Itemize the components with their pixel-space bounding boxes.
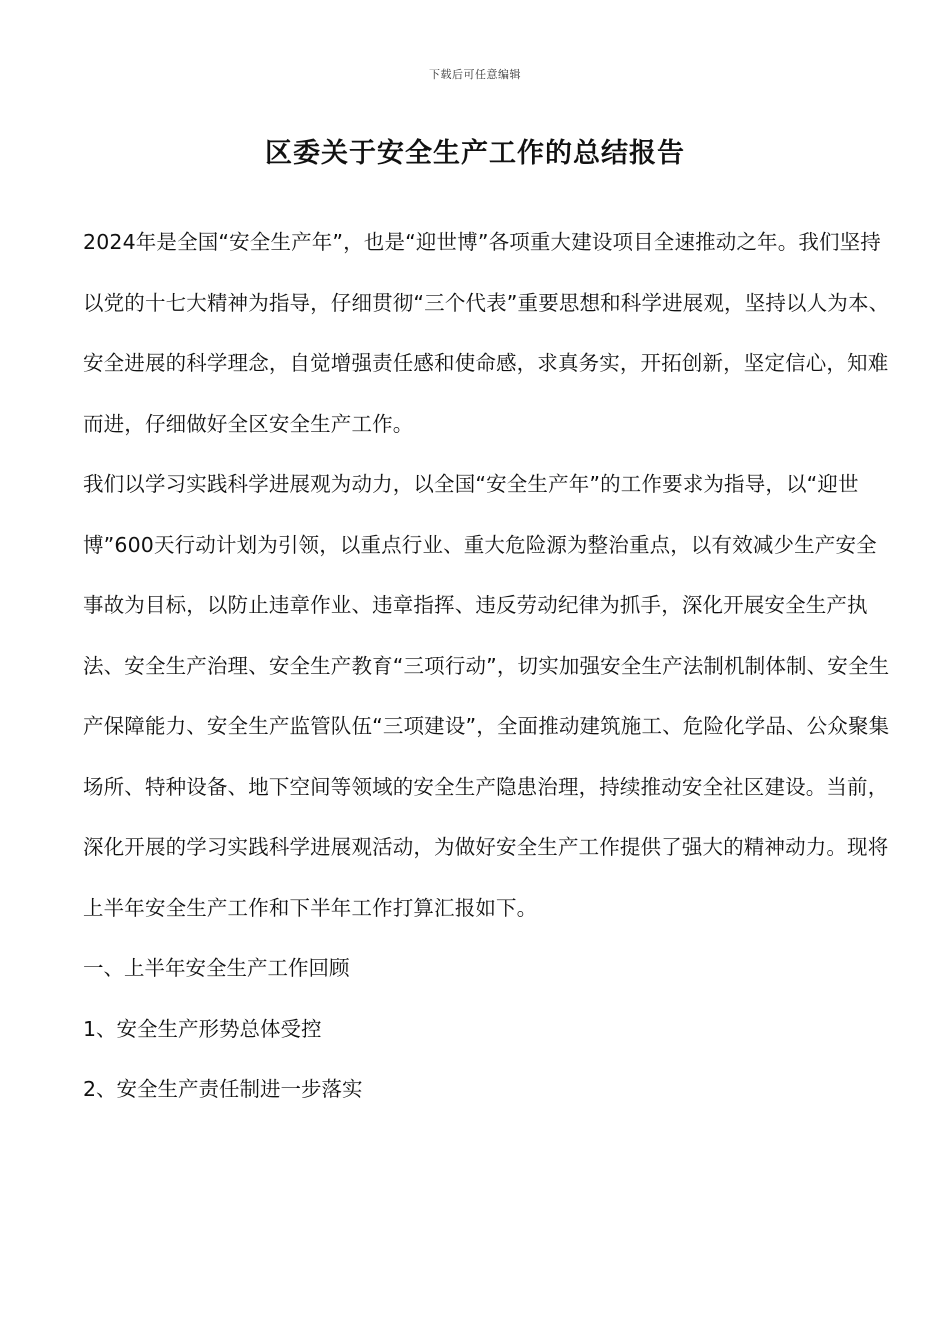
- document-body: [83, 212, 893, 1120]
- list-item: 2、安全生产责任制进一步落实: [83, 1077, 363, 1101]
- header-note: 下载后可任意编辑: [429, 68, 521, 81]
- section-heading: 一、上半年安全生产工作回顾: [83, 956, 350, 980]
- paragraph-overview: 我们以学习实践科学进展观为动力，以全国“安全生产年”的工作要求为指导，以“迎世博”600天行动计划为引领，以重点行业、重大危险源为整治重点，以有效减少生产安全事故为目标，以防止违章作业、违章指挥、违反劳动纪律为抓手，深化开展安全生产执法、安全生产治理、安全生产教育“三项行动”，切实加强安全生产法制机制体制、安全生产保障能力、安全生产监管队伍“三项建设”，全面推动建筑施工、危险化学品、公众聚集场所、特种设备、地下空间等领域的安全生产隐患治理，持续推动安全社区建设。当前，深化开展的学习实践科学进展观活动，为做好安全生产工作提供了强大的精神动力。现将上半年安全生产工作和下半年工作打算汇报如下。: [83, 472, 890, 920]
- document-title: 区委关于安全生产工作的总结报告: [265, 138, 685, 169]
- list-item: 1、安全生产形势总体受控: [83, 1016, 322, 1041]
- paragraph-intro: 2024年是全国“安全生产年”，也是“迎世博”各项重大建设项目全速推动之年。我们坚持以党的十七大精神为指导，仔细贯彻“三个代表”重要思想和科学进展观，坚持以人为本、安全进展的科学理念，自觉增强责任感和使命感，求真务实，开拓创新，坚定信心，知难而进，仔细做好全区安全生产工作。: [83, 230, 890, 436]
